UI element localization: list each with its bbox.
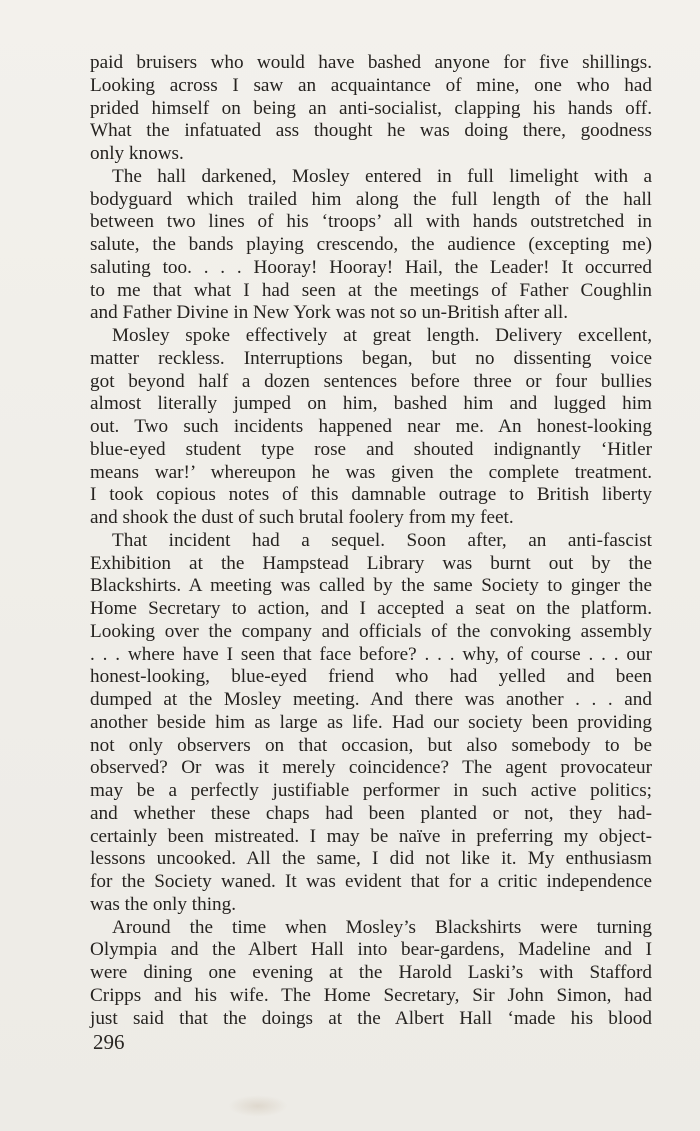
text-line: Looking over the company and officials of the convoking assembly [90,620,652,642]
text-line: Exhibition at the Hampstead Library was burnt out by the [90,552,652,574]
text-line: to me that what I had seen at the meetings of Father Coughlin [90,279,652,301]
text-line: out. Two such incidents happened near me. An honest-looking [90,416,652,437]
text-line: . . . where have I seen that face before? . . . why, of course . . . our [90,643,652,665]
text-line: another beside him as large as life. Had our society been providing [90,711,652,733]
text-line: observed? Or was it merely coincidence? The agent provocateur [90,757,652,779]
text-line: Mosley spoke effectively at great length. Delivery excellent, [112,325,652,346]
text-line: dumped at the Mosley meeting. And there was another . . . and [90,689,652,710]
text-line: The hall darkened, Mosley entered in full limelight with a [112,165,652,187]
text-line: certainly been mistreated. I may be naïve in preferring my object- [90,825,652,847]
text-line: means war!’ whereupon he was given the complete treatment. [90,461,652,483]
text-line: Around the time when Mosley’s Blackshirts were turning [112,916,652,938]
text-line: only knows. [90,143,184,164]
text-line: were dining one evening at the Harold Laski’s with Stafford [90,962,652,983]
text-line: and whether these chaps had been planted or not, they had- [90,802,652,824]
body-text [90,52,652,1030]
page-number: 296 [93,1030,125,1054]
text-line: saluting too. . . . Hooray! Hooray! Hail, the Leader! It occurred [90,256,652,278]
text-line: between two lines of his ‘troops’ all with hands outstretched in [90,211,652,233]
text-line: and Father Divine in New York was not so un-British after all. [90,302,569,324]
text-line: I took copious notes of this damnable outrage to British liberty [90,484,652,506]
text-line: What the infatuated ass thought he was doing there, goodness [90,120,652,142]
text-line: was the only thing. [90,893,237,915]
text-line: and shook the dust of such brutal foolery from my feet. [90,507,514,528]
text-line: Blackshirts. A meeting was called by the same Society to ginger the [90,575,652,597]
text-line: honest-looking, blue-eyed friend who had yelled and been [90,666,652,688]
text-line: paid bruisers who would have bashed anyone for five shillings. [90,52,652,73]
page-smudge [228,1095,288,1117]
text-line: salute, the bands playing crescendo, the audience (excepting me) [90,234,652,255]
text-line: not only observers on that occasion, but also somebody to be [90,734,652,756]
text-line: almost literally jumped on him, bashed him and lugged him [90,393,652,415]
text-line: bodyguard which trailed him along the full length of the hall [90,188,652,210]
text-line: Home Secretary to action, and I accepted a seat on the platform. [90,598,652,619]
text-line: prided himself on being an anti-socialist, clapping his hands off. [90,97,652,119]
text-line: blue-eyed student type rose and shouted indignantly ‘Hitler [90,438,652,460]
text-line: Olympia and the Albert Hall into bear-gardens, Madeline and I [90,939,652,961]
text-line: lessons uncooked. All the same, I did not like it. My enthusiasm [90,848,652,870]
text-line: matter reckless. Interruptions began, but no dissenting voice [90,347,652,369]
text-line: may be a perfectly justifiable performer in such active politics; [90,780,652,801]
text-line: That incident had a sequel. Soon after, an anti-fascist [112,529,652,551]
text-line: Looking across I saw an acquaintance of mine, one who had [90,74,652,96]
text-line: got beyond half a dozen sentences before three or four bullies [90,370,652,392]
text-line: Cripps and his wife. The Home Secretary, Sir John Simon, had [90,984,652,1006]
text-line: for the Society waned. It was evident that for a critic independence [90,871,652,892]
text-line: just said that the doings at the Albert Hall ‘made his blood [90,1007,652,1029]
